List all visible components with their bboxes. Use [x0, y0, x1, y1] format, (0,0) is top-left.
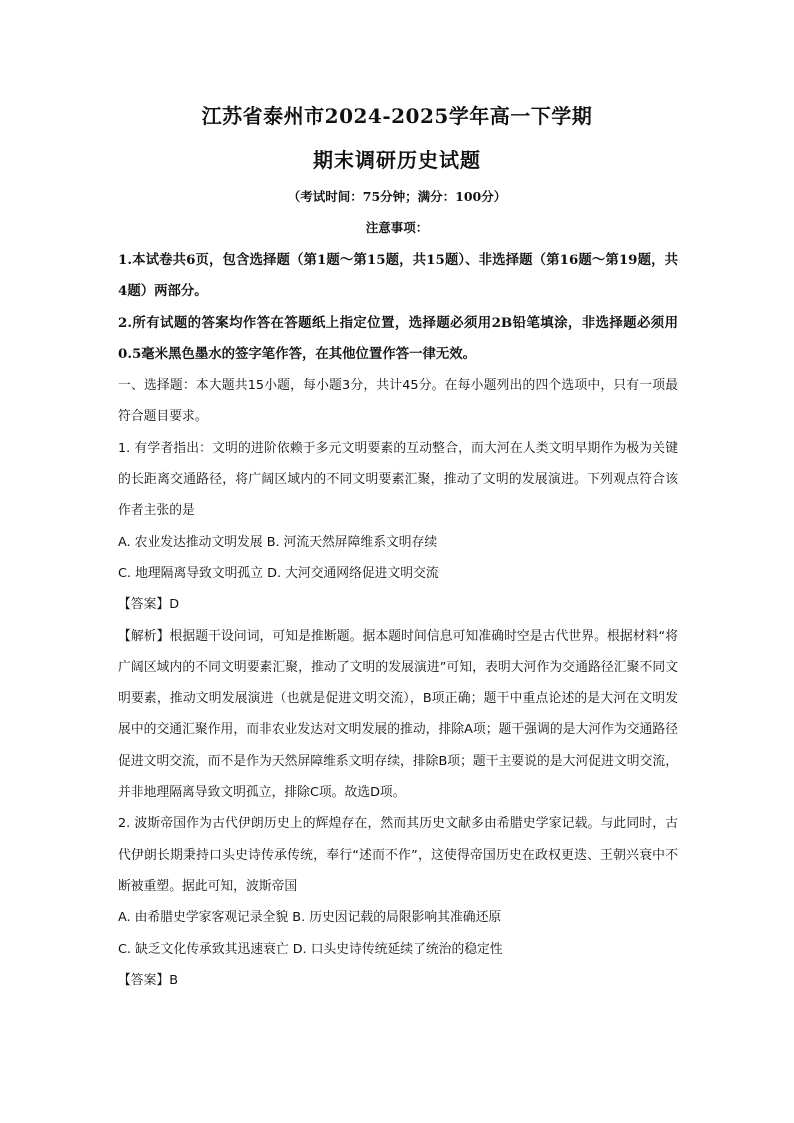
title-line-2: 期末调研历史试题	[313, 148, 481, 172]
question-2-answer: 【答案】B	[118, 972, 178, 988]
exam-info: （考试时间：75分钟；满分：100分）	[287, 189, 507, 204]
question-1-stem: 1. 有学者指出：文明的进阶依赖于多元文明要素的互动整合，而大河在人类文明早期作为极为关键的长距离交通路径，将广阔区域内的不同文明要素汇聚，推动了文明的发展演进。下列观点符合该作者主张的是	[118, 440, 678, 519]
document-body	[118, 245, 678, 996]
question-1-answer: 【答案】D	[118, 597, 180, 613]
title-line-1: 江苏省泰州市2024-2025学年高一下学期	[201, 104, 593, 128]
question-1-analysis: 【解析】根据题干设问词，可知是推断题。据本题时间信息可知准确时空是古代世界。根据材料“将广阔区域内的不同文明要素汇聚，推动了文明的发展演进”可知，表明大河作为交通路径汇聚不同文明要素，推动文明发展演进（也就是促进文明交流），B项正确；题干中重点论述的是大河在文明发展中的交通汇聚作用，而非农业发达对文明发展的推动，排除A项；题干强调的是大河作为交通路径促进文明交流，而不是作为天然屏障维系文明存续，排除B项；题干主要说的是大河促进文明交流，并非地理隔离导致文明孤立，排除C项。故选D项。	[118, 628, 678, 801]
question-2-options-ab: A. 由希腊史学家客观记录全貌 B. 历史因记载的局限影响其准确还原	[118, 910, 502, 926]
notice-1: 1.本试卷共6页，包含选择题（第1题～第15题，共15题）、非选择题（第16题～第19题，共4题）两部分。	[118, 252, 678, 300]
notice-2: 2.所有试题的答案均作答在答题纸上指定位置，选择题必须用2B铅笔填涂，非选择题必须用0.5毫米黑色墨水的签字笔作答，在其他位置作答一律无效。	[118, 314, 678, 362]
notice-title: 注意事项：	[365, 220, 429, 235]
question-1-options-ab: A. 农业发达推动文明发展 B. 河流天然屏障维系文明存续	[118, 534, 438, 550]
section-heading: 一、选择题：本大题共15小题，每小题3分，共计45分。在每小题列出的四个选项中，只有一项最符合题目要求。	[118, 378, 678, 425]
question-1-options-cd: C. 地理隔离导致文明孤立 D. 大河交通网络促进文明交流	[118, 565, 439, 581]
question-2-stem: 2. 波斯帝国作为古代伊朗历史上的辉煌存在，然而其历史文献多由希腊史学家记载。与此同时，古代伊朗长期秉持口头史诗传承传统，奉行“述而不作”，这使得帝国历史在政权更迭、王朝兴衰中不断被重塑。据此可知，波斯帝国	[118, 816, 678, 894]
question-2-options-cd: C. 缺乏文化传承致其迅速衰亡 D. 口头史诗传统延续了统治的稳定性	[118, 941, 503, 957]
